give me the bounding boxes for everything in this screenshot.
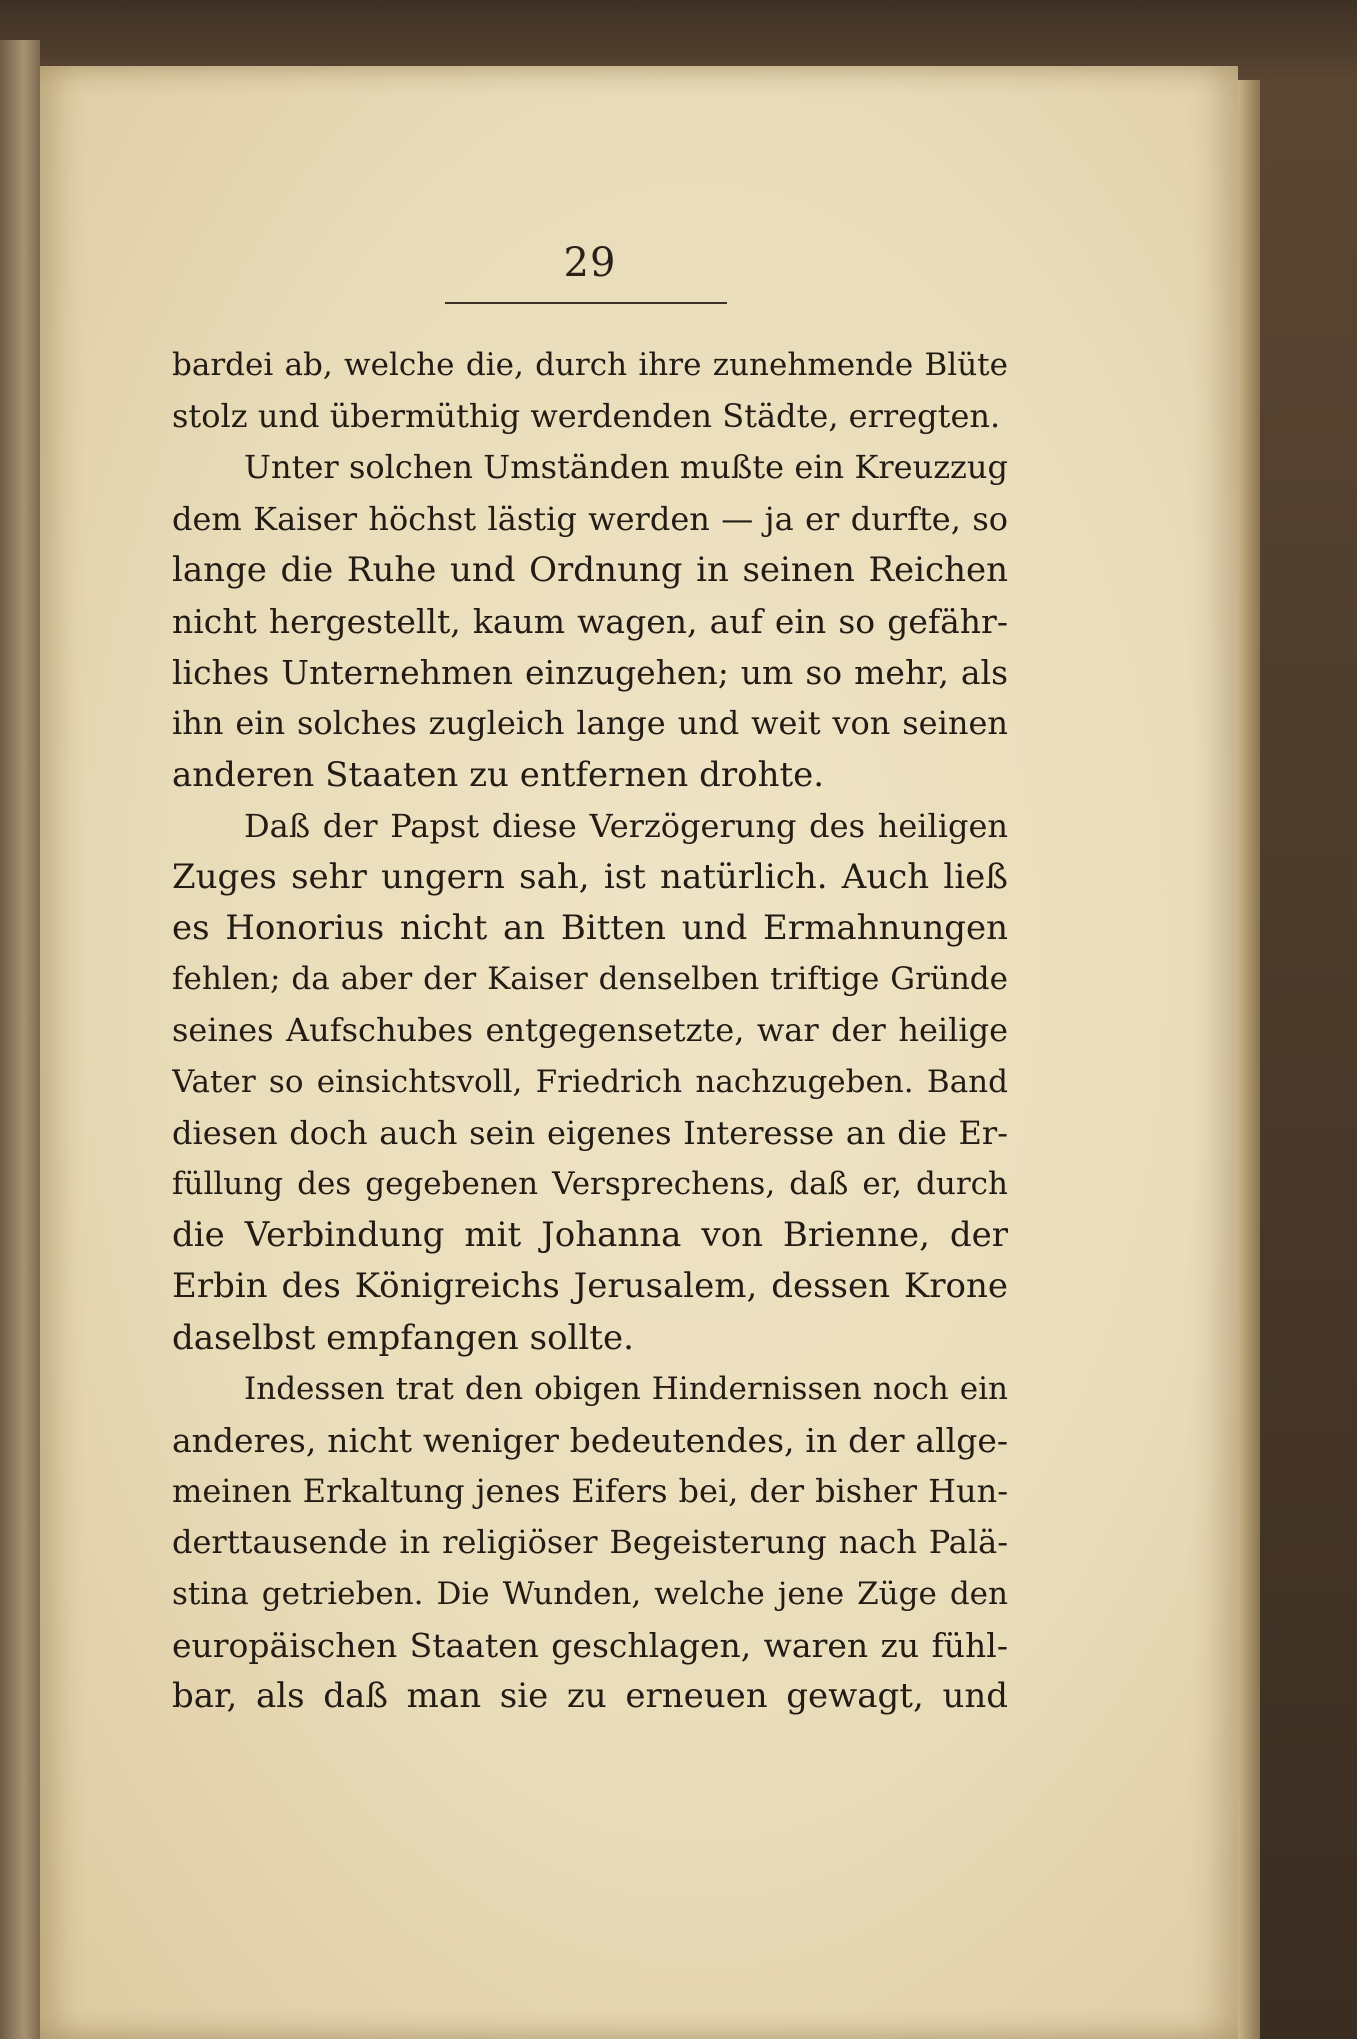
page-number: 29	[563, 240, 617, 286]
text-line: fehlen; da aber der Kaiser denselben triftige Gründe	[172, 961, 1008, 998]
text-line: derttausende in religiöser Begeisterung nach Palä-	[172, 1523, 1008, 1562]
text-line: diesen doch auch sein eigenes Interesse an die Er-	[172, 1113, 1008, 1152]
text-line: die Verbindung mit Johanna von Brienne, der	[172, 1215, 1008, 1256]
text-line: Zuges sehr ungern sah, ist natürlich. Auch ließ	[172, 856, 1008, 897]
text-line: anderen Staaten zu entfernen drohte.	[172, 754, 825, 795]
text-line: liches Unternehmen einzugehen; um so mehr, als	[172, 653, 1008, 693]
text-line: ihn ein solches zugleich lange und weit von seinen	[172, 704, 1008, 743]
text-line: anderes, nicht weniger bedeutendes, in der allge-	[172, 1420, 1008, 1460]
page-stack-edge	[1238, 80, 1260, 2039]
text-line: stina getrieben. Die Wunden, welche jene Züge den	[172, 1575, 1008, 1612]
text-line: Indessen trat den obigen Hindernissen noch ein	[244, 1370, 1008, 1407]
text-line: Erbin des Königreichs Jerusalem, dessen Krone	[172, 1266, 1008, 1307]
text-line: meinen Erkaltung jenes Eifers bei, der bisher Hun-	[172, 1472, 1008, 1511]
text-line: bardei ab, welche die, durch ihre zunehmende Blüte	[172, 347, 1008, 383]
text-line: stolz und übermüthig werdenden Städte, erregten.	[172, 397, 1001, 436]
text-line: Daß der Papst diese Verzögerung des heiligen	[244, 806, 1008, 845]
text-line: nicht hergestellt, kaum wagen, auf ein so gefähr-	[172, 601, 1008, 641]
text-line: bar, als daß man sie zu erneuen gewagt, und	[172, 1675, 1008, 1716]
body-text	[172, 340, 1008, 1722]
text-line: europäischen Staaten geschlagen, waren zu fühl-	[172, 1625, 1008, 1665]
text-line: Unter solchen Umständen mußte ein Kreuzzug	[244, 448, 1008, 487]
text-line: lange die Ruhe und Ordnung in seinen Reichen	[172, 549, 1008, 590]
header-rule	[445, 302, 727, 304]
text-line: Vater so einsichtsvoll, Friedrich nachzugeben. Band	[172, 1063, 1008, 1100]
book-cover-edge	[0, 40, 40, 2039]
text-line: dem Kaiser höchst lästig werden — ja er durfte, so	[172, 499, 1008, 538]
text-line: seines Aufschubes entgegensetzte, war der heilige	[172, 1011, 1008, 1050]
text-line: daselbst empfangen sollte.	[172, 1317, 634, 1358]
text-line: füllung des gegebenen Versprechens, daß er, durch	[172, 1166, 1008, 1202]
text-line: es Honorius nicht an Bitten und Ermahnungen	[172, 908, 1008, 949]
